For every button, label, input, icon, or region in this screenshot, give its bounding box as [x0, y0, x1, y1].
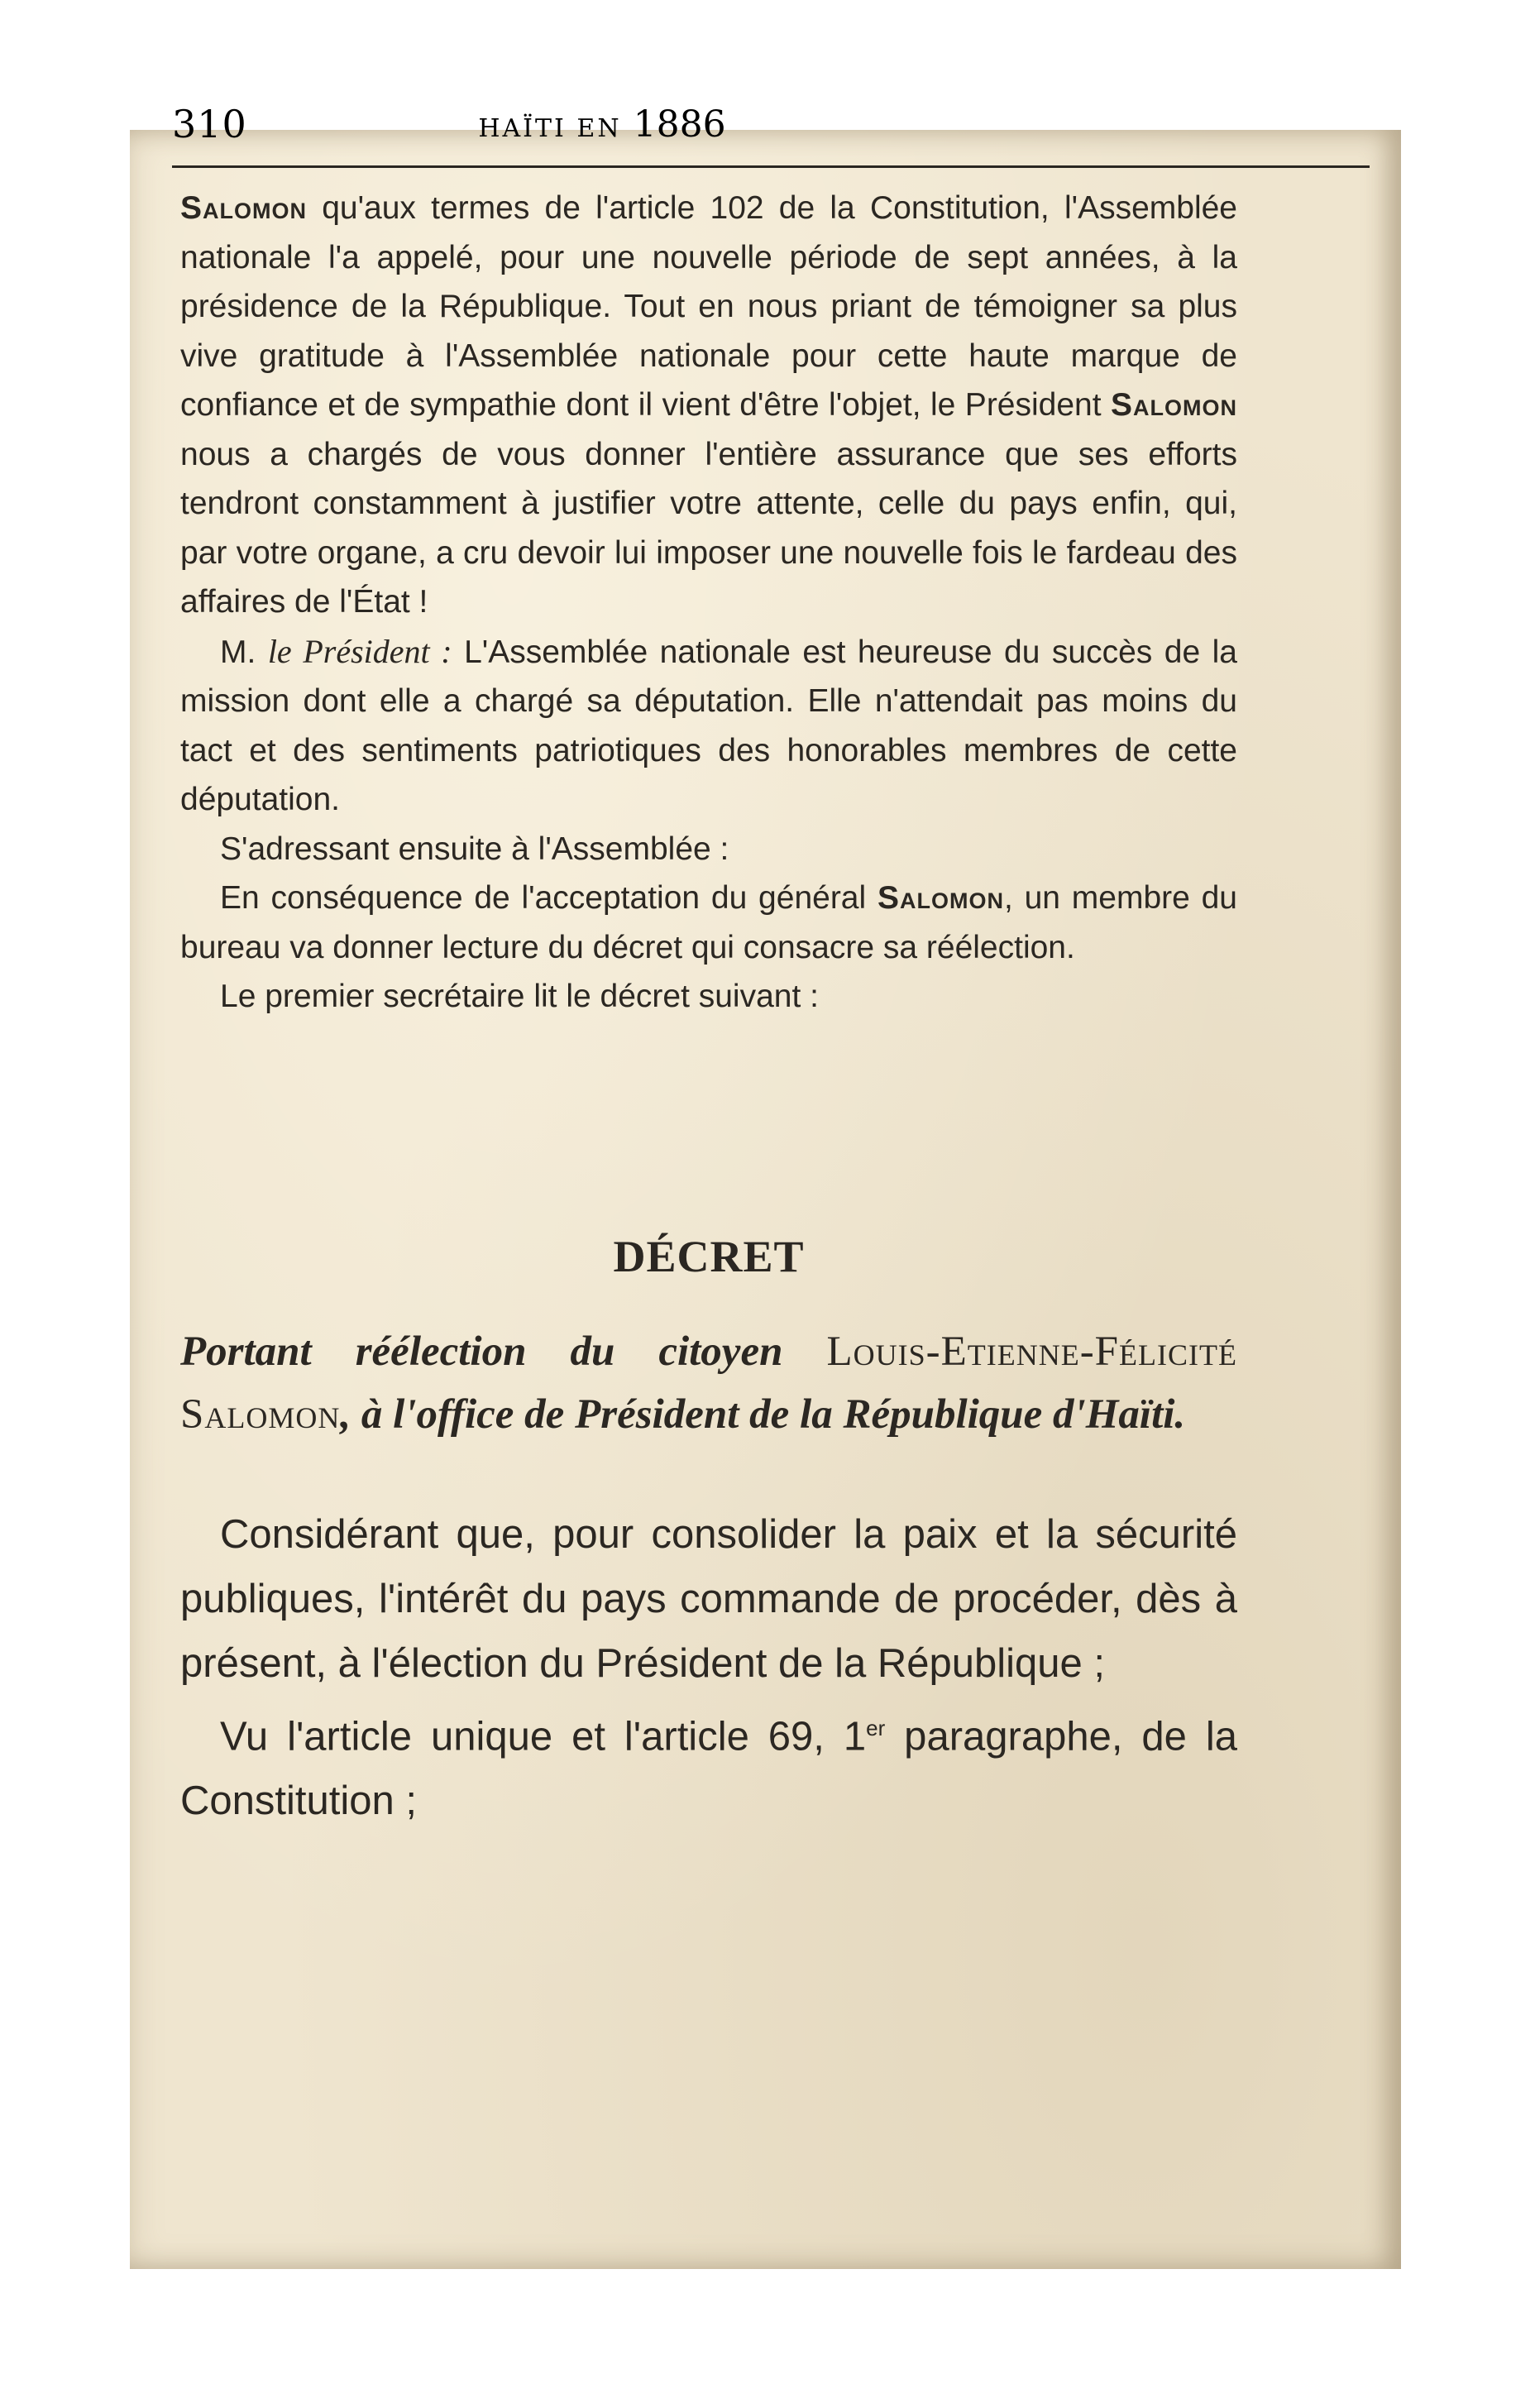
decree-body — [180, 1502, 1237, 1833]
decree-subtitle-text: , à l'office de Président de la République d'Haïti. — [340, 1391, 1186, 1438]
paragraph-text: , un membre du bureau va donner lecture du décret qui consacre sa réélection. — [180, 880, 1237, 965]
decree-subtitle — [180, 1320, 1237, 1446]
decree-title: DÉCRET — [613, 1232, 805, 1281]
paragraph-3: S'adressant ensuite à l'Assemblée : — [220, 831, 729, 867]
paragraph-text: L'Assemblée nationale est heureuse du succès de la mission dont elle a chargé sa députation. Elle n'attendait pas moins du tact et des sentiments patriotiques des honorables membres de cette députation. — [180, 634, 1237, 817]
ordinal-superscript: er — [866, 1716, 886, 1740]
decree-subtitle-text: Portant réélection du citoyen — [180, 1328, 827, 1375]
decree-vu — [180, 1696, 1237, 1833]
speaker-prefix: M. — [220, 634, 268, 670]
running-title — [172, 103, 1032, 146]
paragraph-1 — [180, 184, 1237, 627]
person-name: Salomon — [180, 190, 307, 226]
page-number: 310 — [172, 102, 247, 146]
running-title-year: 1886 — [633, 103, 726, 146]
paragraph-text: nous a chargés de vous donner l'entière assurance que ses efforts tendront constamment à justifier votre attente, celle du pays enfin, qui, par votre organe, a cru devoir lui imposer une nouvelle fois le fardeau des affaires de l'État ! — [180, 436, 1237, 620]
paragraph-5: Le premier secrétaire lit le décret suivant : — [220, 979, 819, 1014]
decree-vu-text: paragraphe, de la Constitution ; — [180, 1714, 1237, 1824]
decree-vu-text: Vu l'article unique et l'article 69, 1 — [220, 1714, 867, 1759]
paragraph-2 — [180, 627, 1237, 825]
header-rule — [172, 165, 1370, 168]
person-name: Salomon — [1111, 387, 1237, 423]
body-text — [180, 184, 1237, 1022]
paragraph-text: qu'aux termes de l'article 102 de la Constitution, l'Assemblée nationale l'a appelé, pour une nouvelle période de sept années, à la présidence de la République. Tout en nous priant de témoigner sa plus vive gratitude à l'Assemblée nationale pour cette haute marque de confiance et de sympathie dont il vient d'être l'objet, le Président — [180, 190, 1237, 423]
running-title-prefix: HAÏTI EN — [478, 114, 622, 143]
paragraph-text: En conséquence de l'acceptation du général — [220, 880, 877, 916]
paragraph-4 — [180, 874, 1237, 972]
decree-considerant: Considérant que, pour consolider la paix et la sécurité publiques, l'intérêt du pays commande de procéder, dès à présent, à l'élection du Président de la République ; — [180, 1512, 1237, 1686]
speaker: le Président : — [267, 632, 452, 670]
person-name: Louis-Etienne-Félicité Salomon — [180, 1328, 1237, 1438]
person-name: Salomon — [877, 880, 1004, 916]
running-head — [172, 95, 1370, 153]
